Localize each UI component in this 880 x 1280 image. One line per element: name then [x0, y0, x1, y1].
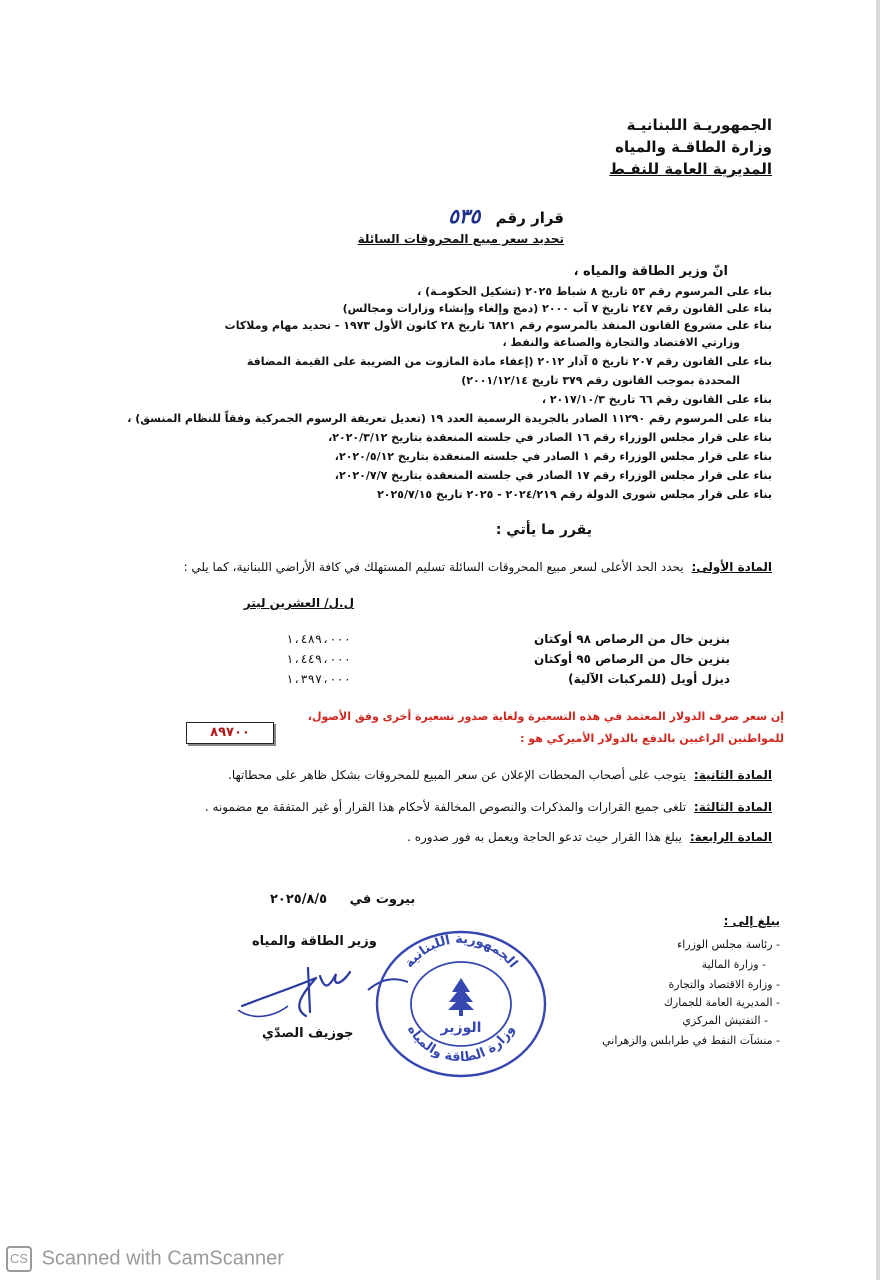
- page-edge: [876, 0, 880, 1280]
- decision-title: [448, 204, 564, 228]
- place-label: بيروت في: [349, 892, 416, 907]
- signatory-role: وزير الطاقة والمياه: [252, 934, 377, 949]
- considerant-4-cont: المحددة بموجب القانون رقم ٣٧٩ تاريخ ٢٠٠١/١٢/١٤): [461, 374, 740, 387]
- fuel-price-98: ١،٤٨٩،٠٠٠: [286, 632, 352, 646]
- considerant-4: بناء على القانون رقم ٢٠٧ تاريخ ٥ آذار ٢٠١٢ (إعفاء مادة المازوت من الضريبة على القيمة المضافة: [246, 355, 772, 368]
- considerant-5: بناء على القانون رقم ٦٦ تاريخ ٢٠١٧/١٠/٣ ،: [541, 393, 772, 406]
- date-value: ٢٠٢٥/٨/٥: [270, 892, 328, 907]
- stamp-bottom-text: وزارة الطاقة والمياه: [404, 1022, 518, 1066]
- considerant-10: بناء على قرار مجلس شورى الدولة رقم ٢٠٢٤/٢١٩ - ٢٠٢٥ تاريخ ٢٠٢٥/٧/١٥: [377, 488, 772, 501]
- considerant-1: بناء على المرسوم رقم ٥٣ تاريخ ٨ شباط ٢٠٢٥ (تشكيل الحكومـة) ،: [417, 285, 772, 298]
- considerant-2: بناء على القانون رقم ٢٤٧ تاريخ ٧ آب ٢٠٠٠ (دمج وإلغاء وإنشاء وزارات ومجالس): [342, 302, 772, 315]
- fuel-price-95: ١،٤٤٩،٠٠٠: [286, 652, 352, 666]
- stamp-top-text: الجمهورية اللبنانية: [401, 931, 521, 971]
- article-3: [205, 800, 772, 814]
- decision-title-label: قرار رقم: [495, 209, 564, 227]
- decides-heading: يقرر ما يأتي :: [495, 522, 592, 538]
- exchange-rate-value: ٨٩٧٠٠: [210, 725, 250, 740]
- camscanner-logo-icon: CS: [6, 1246, 32, 1272]
- svg-text:الجمهورية اللبنانية: [402, 932, 520, 971]
- notify-item-2: - وزارة المالية: [701, 958, 766, 971]
- article-2: [228, 768, 772, 782]
- article-2-text: يتوجب على أصحاب المحطات الإعلان عن سعر المبيع للمحروقات بشكل ظاهر على محطاتها.: [228, 768, 687, 782]
- article-4-text: يبلغ هذا القرار حيث تدعو الحاجة ويعمل به فور صدوره .: [407, 830, 683, 844]
- notify-item-4: - المديرية العامة للجمارك: [663, 996, 780, 1009]
- article-2-title: المادة الثانية:: [693, 768, 772, 782]
- considerant-3-cont: وزارتي الاقتصاد والتجارة والصناعة والنفط ،: [502, 336, 740, 349]
- fuel-name-98: بنزين خال من الرصاص ٩٨ أوكتان: [533, 632, 730, 646]
- exchange-rate-box: [186, 722, 274, 744]
- considerant-8: بناء على قرار مجلس الوزراء رقم ١ الصادر في جلسته المنعقدة بتاريخ ٢٠٢٠/٥/١٢،: [334, 450, 772, 463]
- decision-subtitle: تحديد سعر مبيع المحروقات السائلة: [357, 232, 564, 246]
- place-date: [270, 892, 415, 907]
- intro-line: انّ وزير الطاقة والمياه ،: [573, 264, 728, 279]
- article-4-title: المادة الرابعة:: [689, 830, 772, 844]
- cedar-icon: [448, 978, 474, 1016]
- article-1-title: المادة الأولى:: [691, 560, 772, 574]
- notify-item-5: - التفتيش المركزي: [682, 1014, 768, 1027]
- camscanner-footer: [6, 1246, 284, 1272]
- stamp-center-text: الوزير: [440, 1020, 482, 1036]
- republic-name: الجمهوريـة اللبنانيـة: [626, 116, 772, 134]
- directorate-name: المديرية العامة للنفـط: [609, 160, 772, 178]
- article-3-text: تلغى جميع القرارات والمذكرات والنصوص المخالفة لأحكام هذا القرار أو غير المتفقة مع مضمونه .: [204, 800, 687, 814]
- considerant-3: بناء على مشروع القانون المنفذ بالمرسوم رقم ٦٨٢١ تاريخ ٢٨ كانون الأول ١٩٧٣ - تحديد مهام وملاكات: [224, 319, 772, 332]
- notify-item-1: - رئاسة مجلس الوزراء: [677, 938, 780, 951]
- fuel-name-diesel: ديزل أويل (للمركبات الآلية): [568, 672, 730, 686]
- signature-scribble: [232, 958, 362, 1028]
- camscanner-text: Scanned with CamScanner: [41, 1247, 284, 1270]
- article-1: [184, 560, 772, 574]
- article-4: [407, 830, 772, 844]
- fuel-price-diesel: ١،٣٩٧،٠٠٠: [286, 672, 352, 686]
- notify-title: يبلغ إلى :: [723, 914, 780, 928]
- notify-item-6: - منشآت النفط في طرابلس والزهراني: [602, 1034, 780, 1047]
- price-unit-header: ل.ل/ العشرين ليتر: [243, 596, 354, 610]
- fuel-name-95: بنزين خال من الرصاص ٩٥ أوكتان: [533, 652, 730, 666]
- exchange-line-2: للمواطنين الراغبين بالدفع بالدولار الأميركي هو :: [520, 732, 784, 745]
- ministry-name: وزارة الطاقـة والمياه: [615, 138, 772, 156]
- official-stamp: [372, 928, 550, 1080]
- considerant-6: بناء على المرسوم رقم ١١٢٩٠ الصادر بالجريدة الرسمية العدد ١٩ (تعديل تعريفة الرسوم الجمركية وفقاً للنظام المنسق) ،: [127, 412, 772, 425]
- stamp-seal-graphic: [372, 928, 550, 1080]
- article-1-text: يحدد الحد الأعلى لسعر مبيع المحروقات السائلة تسليم المستهلك في كافة الأراضي اللبنانية، كما يلي :: [183, 560, 684, 574]
- considerant-9: بناء على قرار مجلس الوزراء رقم ١٧ الصادر في جلسته المنعقدة بتاريخ ٢٠٢٠/٧/٧،: [334, 469, 772, 482]
- article-3-title: المادة الثالثة:: [693, 800, 772, 814]
- signatory-name: جوزيف الصدّي: [262, 1026, 354, 1041]
- notify-item-3: - وزارة الاقتصاد والتجارة: [668, 978, 780, 991]
- considerant-7: بناء على قرار مجلس الوزراء رقم ١٦ الصادر في جلسته المنعقدة بتاريخ ٢٠٢٠/٣/١٢،: [328, 431, 772, 444]
- exchange-line-1: إن سعر صرف الدولار المعتمد في هذه التسعيرة ولغاية صدور تسعيرة أخرى وفق الأصول،: [307, 710, 784, 723]
- decision-number: ٥٣٥: [448, 204, 481, 228]
